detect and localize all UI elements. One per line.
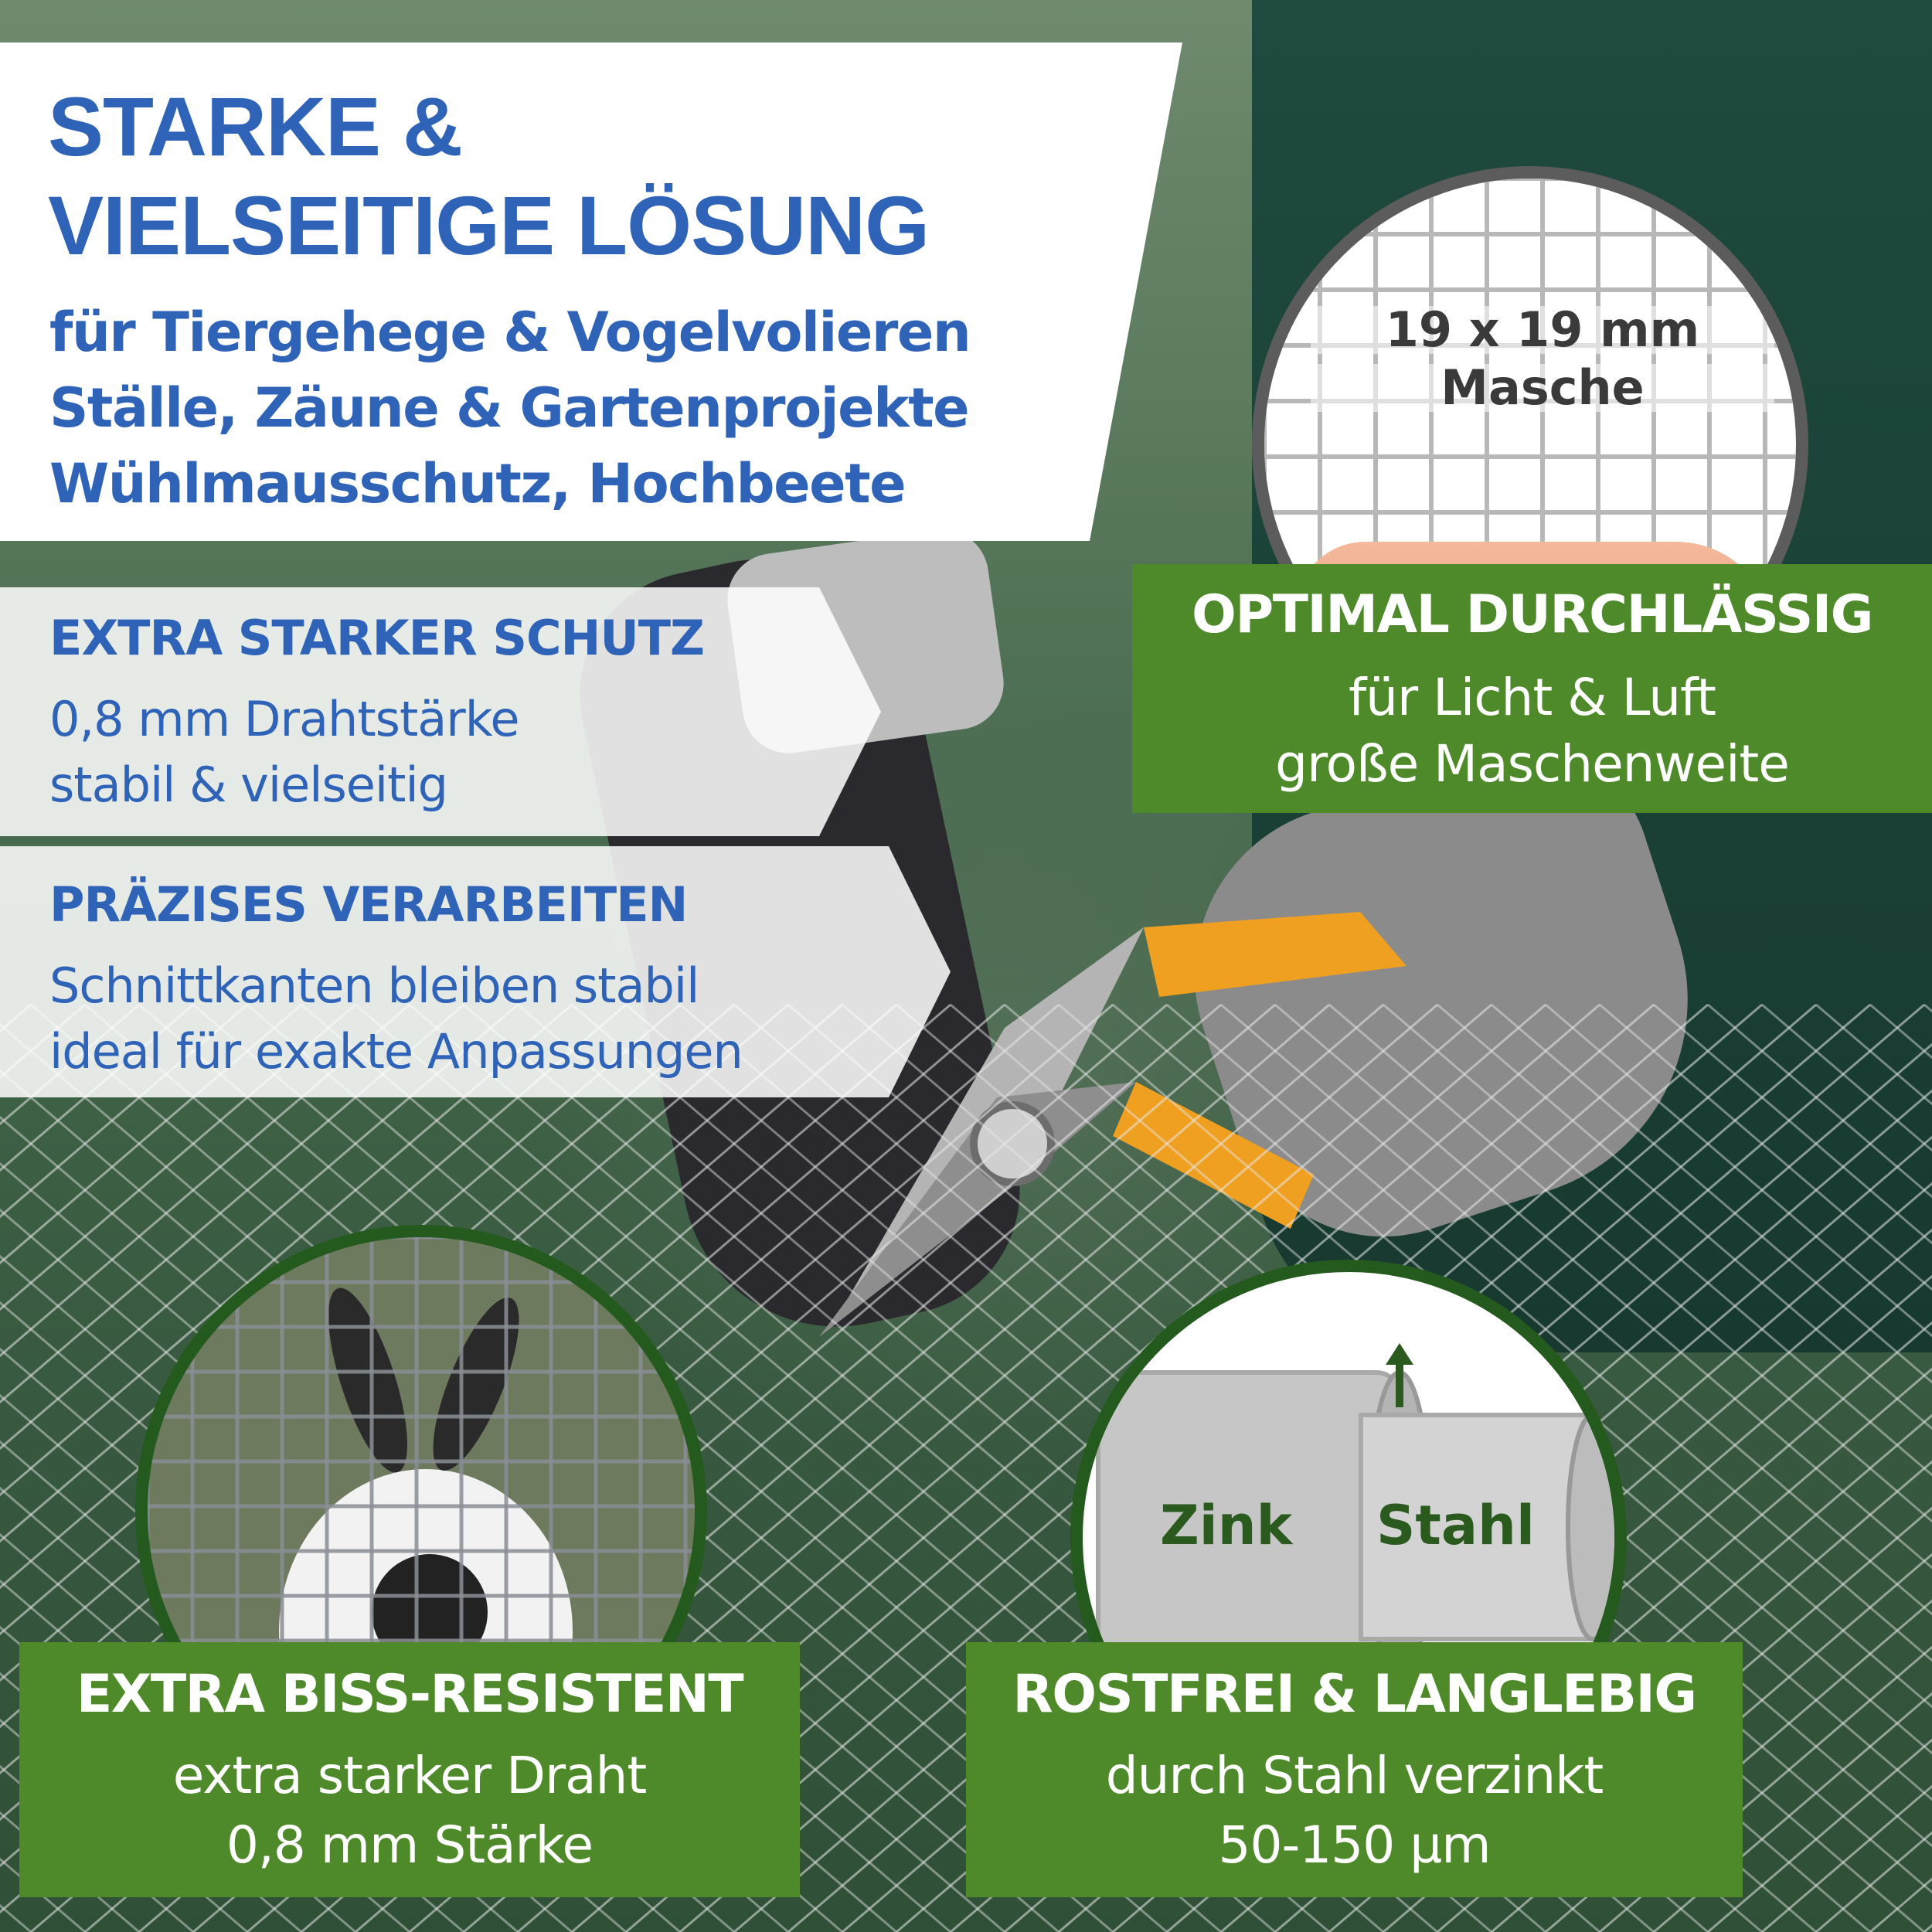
layer-steel-label: Stahl <box>1376 1494 1535 1557</box>
info-box-rostfrei <box>966 1642 1743 1897</box>
feature-verarbeiten-heading: PRÄZISES VERARBEITEN <box>49 876 688 933</box>
durchlaessig-heading: OPTIMAL DURCHLÄSSIG <box>1192 584 1872 645</box>
hero-title-line-1: STARKE & <box>48 80 463 173</box>
biss-heading: EXTRA BISS-RESISTENT <box>76 1664 743 1725</box>
feature-verarbeiten-line-1: Schnittkanten bleiben stabil <box>49 957 699 1014</box>
durchlaessig-line-1: für Licht & Luft <box>1348 668 1716 727</box>
feature-schutz-heading: EXTRA STARKER SCHUTZ <box>49 610 704 666</box>
layer-zinc-label: Zink <box>1160 1494 1293 1557</box>
hero-subtitle-line-2: Ställe, Zäune & Gartenprojekte <box>49 376 969 440</box>
rostfrei-line-2: 50-150 µm <box>1218 1815 1491 1875</box>
info-box-durchlaessig <box>1132 564 1932 813</box>
feature-schutz-line-2: stabil & vielseitig <box>49 757 448 813</box>
biss-line-2: 0,8 mm Stärke <box>226 1815 594 1875</box>
hero-title-line-2: VIELSEITIGE LÖSUNG <box>48 179 930 272</box>
rostfrei-line-1: durch Stahl verzinkt <box>1105 1746 1604 1805</box>
rostfrei-heading: ROSTFREI & LANGLEBIG <box>1012 1664 1696 1725</box>
hero-subtitle-line-3: Wühlmausschutz, Hochbeete <box>49 452 906 515</box>
hero-subtitle-line-1: für Tiergehege & Vogelvolieren <box>49 301 971 364</box>
info-box-biss-resistent <box>19 1642 800 1897</box>
mesh-size-label: 19 x 19 mm <box>1311 306 1774 354</box>
durchlaessig-line-2: große Maschenweite <box>1275 734 1789 794</box>
biss-line-1: extra starker Draht <box>172 1746 647 1805</box>
feature-schutz-line-1: 0,8 mm Drahtstärke <box>49 691 519 747</box>
mesh-size-caption: Masche <box>1311 364 1774 412</box>
feature-verarbeiten-line-2: ideal für exakte Anpassungen <box>49 1023 743 1080</box>
